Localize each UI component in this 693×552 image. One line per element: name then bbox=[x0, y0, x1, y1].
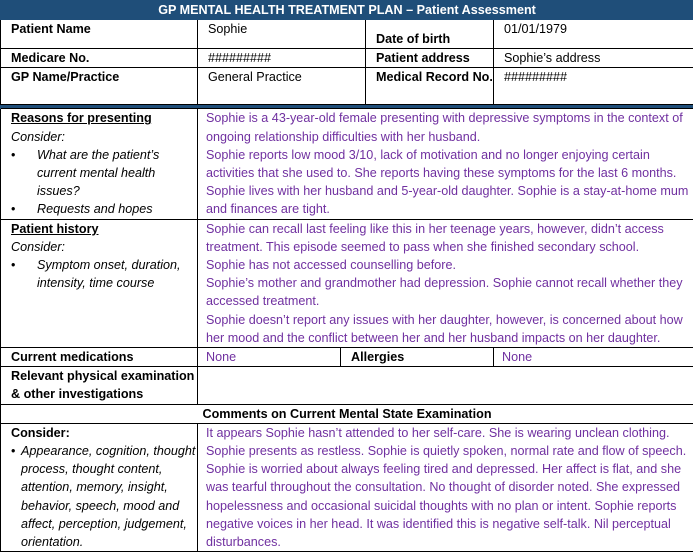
mse-prompt bbox=[1, 423, 198, 551]
history-paragraph: Sophie doesn’t report any issues with her daughter, however, is concerned about how her mood and the conflict between her and her husband impacts on her daughter. bbox=[206, 311, 693, 347]
physical-exam-label: Relevant physical examination & other investigations bbox=[1, 367, 198, 404]
reasons-heading: Reasons for presenting bbox=[11, 109, 197, 127]
history-paragraph: Sophie’s mother and grandmother had depression. Sophie cannot recall whether they accessed treatment. bbox=[206, 274, 693, 310]
reasons-bullet: • Requests and hopes bbox=[11, 200, 197, 218]
reasons-bullets bbox=[11, 146, 197, 219]
physical-exam-value[interactable] bbox=[198, 367, 693, 404]
medications-value[interactable]: None bbox=[198, 348, 341, 367]
medical-record-label: Medical Record No. bbox=[366, 68, 494, 105]
mse-consider: Consider: bbox=[11, 424, 197, 442]
patient-address-value[interactable]: Sophie’s address bbox=[494, 49, 693, 68]
dob-value[interactable]: 01/01/1979 bbox=[494, 20, 693, 49]
history-heading: Patient history bbox=[11, 220, 197, 238]
reasons-bullet: • What are the patient’s current mental health issues? bbox=[11, 146, 197, 201]
medicare-value[interactable]: ######### bbox=[198, 49, 366, 68]
medicare-label: Medicare No. bbox=[1, 49, 198, 68]
mse-bullets bbox=[11, 442, 197, 551]
gp-practice-value[interactable]: General Practice bbox=[198, 68, 366, 105]
history-consider: Consider: bbox=[11, 238, 197, 256]
history-bullets bbox=[11, 256, 197, 292]
allergies-label: Allergies bbox=[341, 348, 494, 367]
mse-paragraph: It appears Sophie hasn’t attended to her self-care. She is wearing unclean clothing. Sophie presents as restless. Sophie is quietly spoken, normal rate and flow of speech. bbox=[206, 424, 693, 460]
history-paragraph: Sophie can recall last feeling like this in her teenage years, however, didn’t access treatment. This episode seemed to pass when she finished secondary school. bbox=[206, 220, 693, 256]
history-bullet: • Symptom onset, duration, intensity, time course bbox=[11, 256, 197, 292]
patient-name-label: Patient Name bbox=[1, 20, 198, 49]
mse-bullet: • Appearance, cognition, thought process, thought content, attention, memory, insight, behavior, speech, mood and affect, perception, judgement, orientation. bbox=[11, 442, 197, 551]
history-prompt bbox=[1, 219, 198, 347]
reasons-consider: Consider: bbox=[11, 128, 197, 146]
medical-record-value[interactable]: ######### bbox=[494, 68, 693, 105]
medications-label: Current medications bbox=[1, 348, 198, 367]
gp-practice-label: GP Name/Practice bbox=[1, 68, 198, 105]
mse-heading: Comments on Current Mental State Examination bbox=[1, 404, 693, 423]
history-paragraph: Sophie has not accessed counselling before. bbox=[206, 256, 693, 274]
mse-response[interactable] bbox=[198, 423, 693, 551]
reasons-prompt bbox=[1, 109, 198, 219]
patient-name-value[interactable]: Sophie bbox=[198, 20, 366, 49]
dob-label: Date of birth bbox=[366, 20, 494, 49]
allergies-value[interactable]: None bbox=[494, 348, 693, 367]
reasons-paragraph: Sophie reports low mood 3/10, lack of motivation and no longer enjoying certain activities that she used to. She reports having these symptoms for the last 6 months. Sophie lives with her husband and 5-year-old daughter. Sophie is a stay-at-home mum and finances are tight. bbox=[206, 146, 693, 219]
reasons-paragraph: Sophie is a 43-year-old female presenting with depressive symptoms in the context of ongoing relationship difficulties with her husband. bbox=[206, 109, 693, 145]
mse-paragraph: Sophie is worried about always feeling tired and depressed. Her affect is flat, and she was tearful throughout the consultation. No thought of disorder noted. She expressed hopelessness and occasional suicidal thoughts with no plan or intent. Sophie reports negative voices in her head. It was identified this is negative self-talk. Nil perceptual disturbances. bbox=[206, 460, 693, 551]
document-title: GP MENTAL HEALTH TREATMENT PLAN – Patient Assessment bbox=[1, 1, 693, 20]
history-response[interactable] bbox=[198, 219, 693, 347]
reasons-response[interactable] bbox=[198, 109, 693, 219]
patient-address-label: Patient address bbox=[366, 49, 494, 68]
